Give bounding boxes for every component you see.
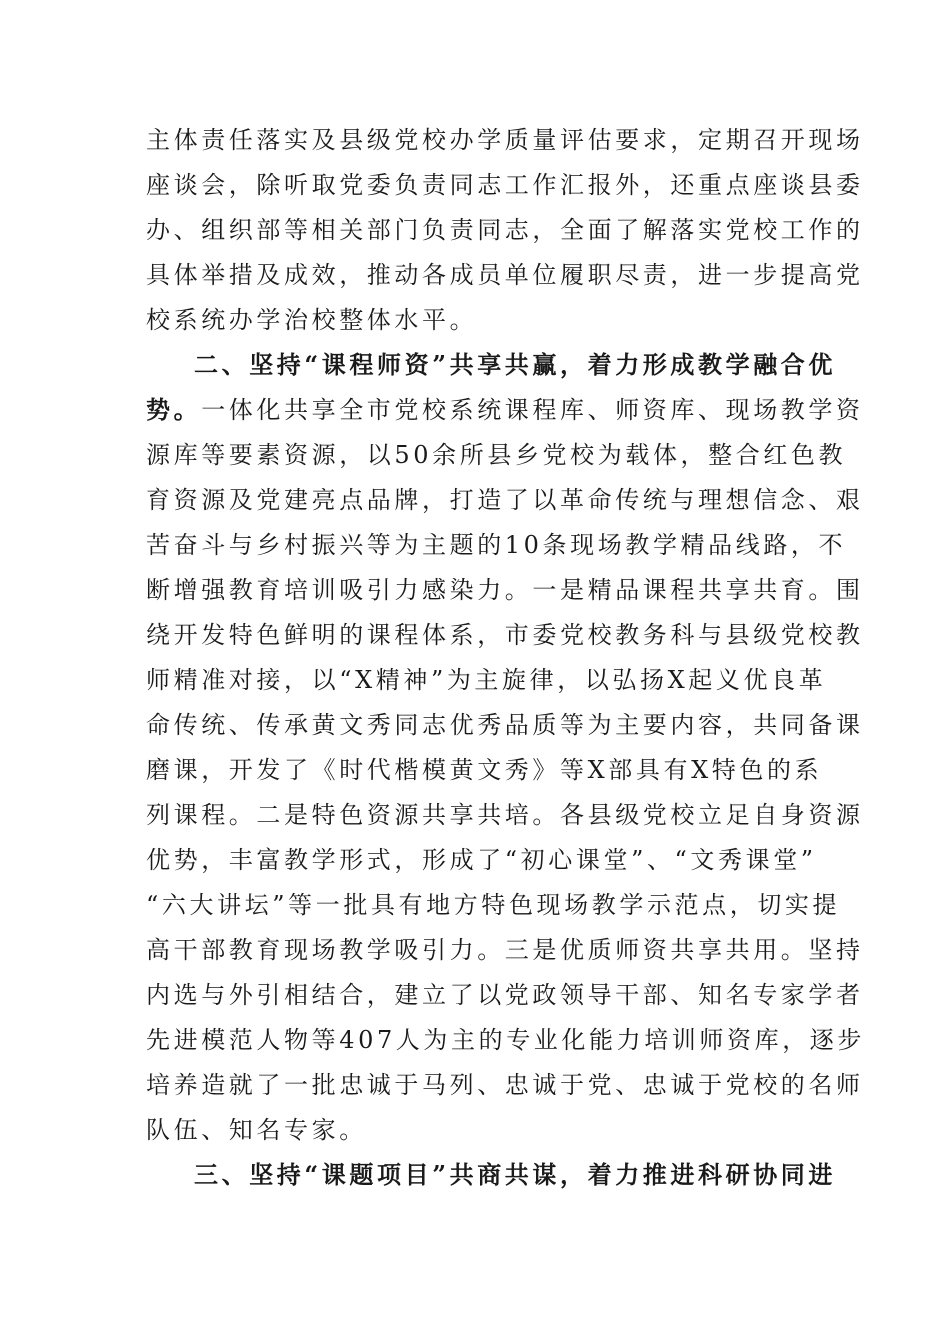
paragraph-line: 先进模范人物等407人为主的专业化能力培训师资库，逐步 bbox=[146, 1026, 866, 1054]
paragraph-line: 内选与外引相结合，建立了以党政领导干部、知名专家学者 bbox=[146, 981, 864, 1009]
paragraph-line: 培养造就了一批忠诚于马列、忠诚于党、忠诚于党校的名师 bbox=[146, 1071, 864, 1099]
section-heading-2-tail: 势。 bbox=[146, 395, 202, 424]
paragraph-line: 高干部教育现场教学吸引力。三是优质师资共享共用。坚持 bbox=[146, 936, 864, 964]
paragraph-line: 育资源及党建亮点品牌，打造了以革命传统与理想信念、艰 bbox=[146, 486, 864, 514]
paragraph-line: 源库等要素资源，以50余所县乡党校为载体，整合红色教 bbox=[146, 441, 847, 469]
paragraph-line: 具体举措及成效，推动各成员单位履职尽责，进一步提高党 bbox=[146, 261, 864, 289]
paragraph-line: 主体责任落实及县级党校办学质量评估要求，定期召开现场 bbox=[146, 126, 864, 154]
paragraph-line: 绕开发特色鲜明的课程体系，市委党校教务科与县级党校教 bbox=[146, 621, 864, 649]
paragraph-line: 磨课，开发了《时代楷模黄文秀》等X部具有X特色的系 bbox=[146, 756, 823, 784]
paragraph-line: 校系统办学治校整体水平。 bbox=[146, 306, 478, 334]
paragraph-line: 优势，丰富教学形式，形成了“初心课堂”、“文秀课堂” bbox=[146, 846, 817, 874]
paragraph-line: 座谈会，除听取党委负责同志工作汇报外，还重点座谈县委 bbox=[146, 171, 864, 199]
paragraph-line: 苦奋斗与乡村振兴等为主题的10条现场教学精品线路，不 bbox=[146, 531, 847, 559]
paragraph-line bbox=[146, 388, 864, 432]
paragraph-line: 命传统、传承黄文秀同志优秀品质等为主要内容，共同备课 bbox=[146, 711, 864, 739]
paragraph-line: 办、组织部等相关部门负责同志，全面了解落实党校工作的 bbox=[146, 216, 864, 244]
paragraph-line: “六大讲坛”等一批具有地方特色现场教学示范点，切实提 bbox=[146, 891, 841, 919]
paragraph-text: 一体化共享全市党校系统课程库、师资库、现场教学资 bbox=[201, 396, 864, 424]
section-heading-3: 三、坚持“课题项目”共商共谋，着力推进科研协同进 bbox=[194, 1160, 837, 1189]
paragraph-line: 队伍、知名专家。 bbox=[146, 1116, 367, 1144]
section-heading-2: 二、坚持“课程师资”共享共赢，着力形成教学融合优 bbox=[194, 350, 837, 379]
paragraph-line: 师精准对接，以“X精神”为主旋律，以弘扬X起义优良革 bbox=[146, 666, 827, 694]
paragraph-line: 断增强教育培训吸引力感染力。一是精品课程共享共育。围 bbox=[146, 576, 864, 604]
paragraph-line: 列课程。二是特色资源共享共培。各县级党校立足自身资源 bbox=[146, 801, 864, 829]
